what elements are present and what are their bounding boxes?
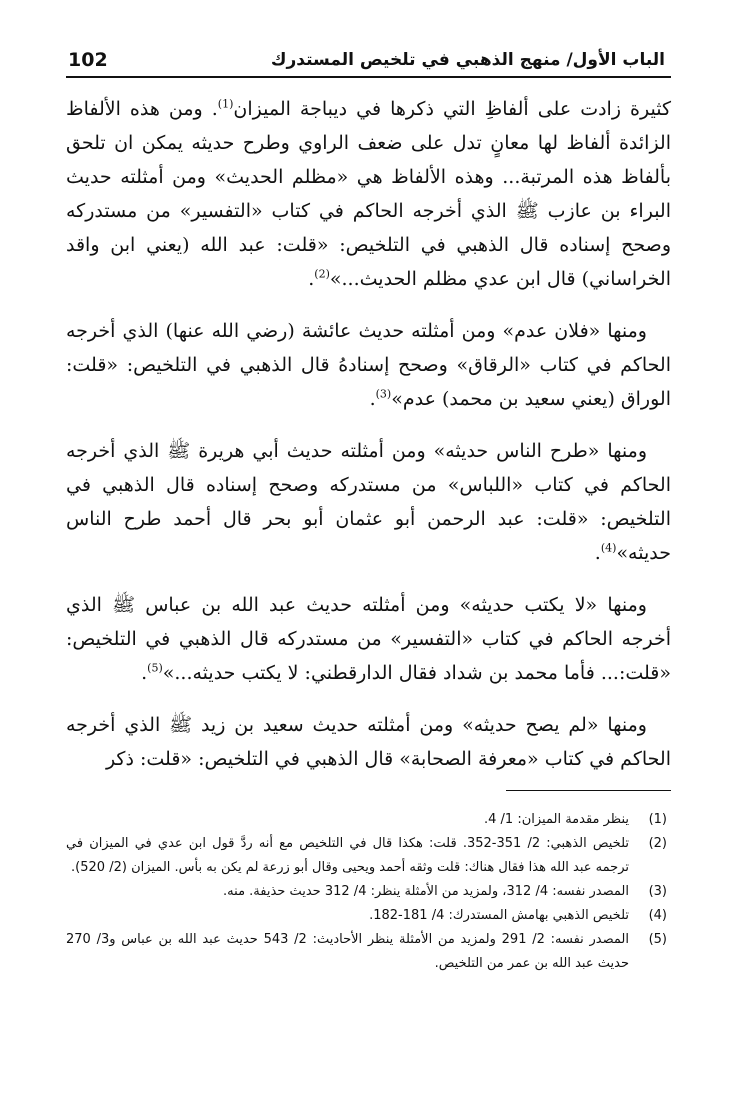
paragraph-text: ومنها «لا يكتب حديثه» ومن أمثلته حديث عبد الله بن عباس ﷺ الذي أخرجه الحاكم في كتاب «التفسير» من مستدركه قال الذهبي في التلخيص: «قلت:... فأما محمد بن شداد فقال الدارقطني: لا يكتب حديثه...» — [66, 594, 671, 684]
footnote-separator — [506, 790, 671, 791]
footnote-item — [66, 880, 671, 904]
footnote-ref[interactable]: (5) — [147, 661, 163, 675]
paragraph-text: . — [369, 388, 376, 410]
footnote-number: (4) — [648, 908, 667, 923]
paragraph-gap — [66, 296, 671, 314]
footnote-text: تلخيص الذهبي: 2/ 351-352. قلت: هكذا قال في التلخيص مع أنه ردَّ قول ابن عدي في الميزان في ترجمه عبد الله هذا فقال هناك: قلت وثقه أحمد ويحيى وقال أبو زرعة لم يكن به بأس. الميزان (2/ 520). — [66, 836, 629, 875]
footnote-text: ينظر مقدمة الميزان: 1/ 4. — [483, 812, 629, 827]
paragraph-gap — [66, 416, 671, 434]
header-title: الباب الأول/ منهج الذهبي في تلخيص المستدرك — [270, 50, 665, 70]
paragraph-gap — [66, 570, 671, 588]
paragraph-gap — [66, 690, 671, 708]
footnote-item — [66, 928, 671, 976]
paragraph-text: . ومن هذه الألفاظ الزائدة ألفاظ لها معانٍ تدل على ضعف الراوي وطرح حديثه يمكن ان تلحق بألفاظ هذه المرتبة... وهذه الألفاظ هي «مظلم الحديث» ومن أمثلته حديث البراء بن عازب ﷺ الذي أخرجه الحاكم في كتاب «التفسير» من مستدركه وصحح إسناده قال الذهبي في التلخيص: «قلت: عبد الله (يعني ابن واقد الخراساني) قال ابن عدي مظلم الحديث...» — [66, 98, 671, 290]
paragraph-text: . — [594, 542, 601, 564]
footnote-ref[interactable]: (3) — [375, 387, 392, 401]
footnotes — [66, 808, 671, 976]
running-header — [66, 48, 671, 78]
footnote-ref[interactable]: (1) — [217, 97, 234, 111]
paragraph-text: ومنها «طرح الناس حديثه» ومن أمثلته حديث أبي هريرة ﷺ الذي أخرجه الحاكم في كتاب «اللباس» من مستدركه وصحح إسناده قال الذهبي في التلخيص: «قلت: عبد الرحمن أبو عثمان أبو بحر قال أحمد طرح الناس حديثه» — [66, 440, 671, 564]
footnote-number: (1) — [648, 812, 667, 827]
footnote-ref[interactable]: (4) — [600, 541, 617, 555]
footnote-item — [66, 904, 671, 928]
footnote-number: (2) — [648, 836, 667, 851]
footnote-item — [66, 832, 671, 880]
footnote-ref[interactable]: (2) — [314, 267, 330, 281]
paragraph-text: . — [308, 268, 315, 290]
main-text — [66, 92, 671, 776]
page-number: 102 — [68, 49, 108, 71]
footnote-number: (3) — [648, 884, 667, 899]
paragraph-5 — [66, 708, 671, 776]
paragraph-text: ومنها «فلان عدم» ومن أمثلته حديث عائشة (رضي الله عنها) الذي أخرجه الحاكم في كتاب «الرقاق» وصحح إسنادهُ قال الذهبي في التلخيص: «قلت: الوراق (يعني سعيد بن محمد) عدم» — [66, 320, 671, 410]
footnote-item — [66, 808, 671, 832]
paragraph-text: . — [141, 662, 148, 684]
footnote-text: المصدر نفسه: 4/ 312، ولمزيد من الأمثلة ينظر: 4/ 312 حديث حذيفة. منه. — [223, 884, 629, 899]
paragraph-text: كثيرة زادت على ألفاظِ التي ذكرها في ديباجة الميزان — [233, 98, 671, 120]
paragraph-4 — [66, 588, 671, 690]
book-page — [66, 48, 671, 1058]
footnote-text: المصدر نفسه: 2/ 291 ولمزيد من الأمثلة ينظر الأحاديث: 2/ 543 حديث عبد الله بن عباس و3/ 270 حديث عبد الله بن عمر من التلخيص. — [66, 932, 629, 971]
paragraph-3 — [66, 434, 671, 570]
footnote-text: تلخيص الذهبي بهامش المستدرك: 4/ 181-182. — [369, 908, 629, 923]
paragraph-2 — [66, 314, 671, 416]
paragraph-1 — [66, 92, 671, 296]
paragraph-text: ومنها «لم يصح حديثه» ومن أمثلته حديث سعيد بن زيد ﷺ الذي أخرجه الحاكم في كتاب «معرفة الصحابة» قال الذهبي في التلخيص: «قلت: ذكر — [66, 714, 671, 770]
footnote-number: (5) — [648, 932, 667, 947]
